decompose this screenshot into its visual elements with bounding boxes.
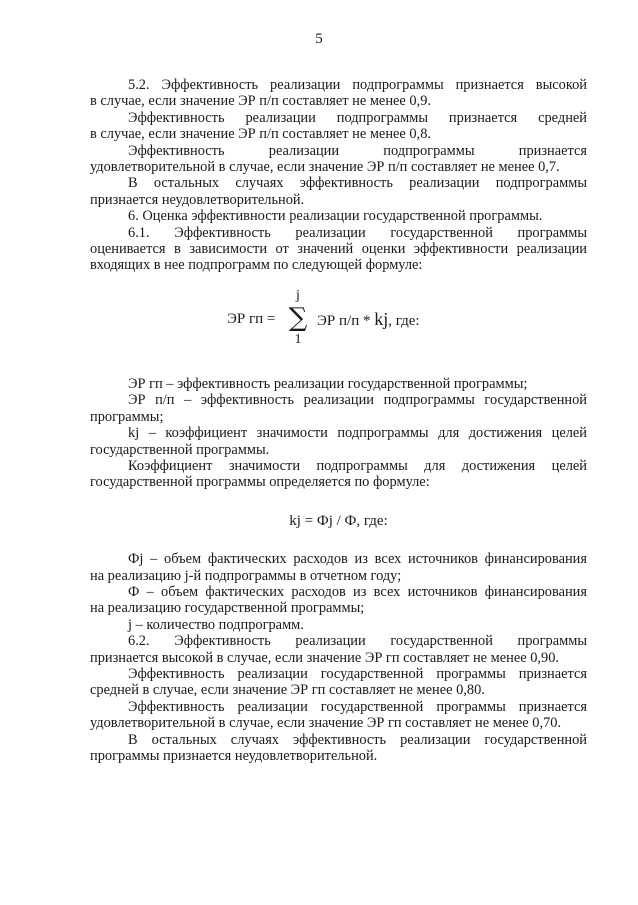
definition-fj [90, 551, 587, 584]
text-line: на реализацию государственной программы; [90, 600, 365, 617]
paragraph-gp-average [90, 666, 587, 699]
definition-f [90, 584, 587, 617]
definition-er-pp [90, 392, 587, 425]
paragraph-6-1 [90, 225, 587, 274]
section-6-heading: 6. Оценка эффективности реализации государственной программы. [128, 208, 543, 225]
text-line: государственной программы. [90, 441, 270, 458]
sum-upper-limit: j [296, 287, 300, 303]
definition-j: j – количество подпрограмм. [128, 616, 304, 633]
text-line: Коэффициент значимости подпрограммы для достижения целей [128, 457, 587, 474]
sigma-icon: ∑ [288, 302, 308, 333]
formula-kj: kj = Фj / Ф, где: [289, 512, 388, 529]
text-line: 6.1. Эффективность реализации государственной программы [128, 224, 587, 241]
page-number: 5 [315, 31, 323, 47]
text-line: kj – коэффициент значимости подпрограммы для достижения целей [128, 425, 587, 442]
text-line: на реализацию j-й подпрограммы в отчетном году; [90, 567, 402, 584]
text-line: Эффективность реализации подпрограммы признается средней [128, 109, 587, 126]
text-line: оценивается в зависимости от значений оценки эффективности реализации [90, 241, 587, 258]
text-line: 5.2. Эффективность реализации подпрограммы признается высокой [128, 77, 587, 93]
text-line: 6.2. Эффективность реализации государственной программы [128, 633, 587, 650]
text-line: Фj – объем фактических расходов из всех источников финансирования [128, 551, 587, 568]
text-line: Эффективность реализации государственной программы признается [128, 665, 587, 682]
text-line: государственной программы определяется по формуле: [90, 474, 430, 491]
paragraph-5-2 [90, 77, 587, 110]
paragraph-gp-other [90, 732, 587, 765]
formula-term: ЭР п/п * [317, 312, 371, 329]
document-body [90, 77, 587, 764]
text-line: средней в случае, если значение ЭР гп составляет не менее 0,80. [90, 682, 485, 699]
definition-kj [90, 425, 587, 458]
text-line: удовлетворительной в случае, если значение ЭР п/п составляет не менее 0,7. [90, 159, 560, 176]
text-line: входящих в нее подпрограмм по следующей формуле: [90, 257, 423, 274]
text-line: В остальных случаях эффективность реализации государственной [128, 731, 587, 748]
paragraph-6-2 [90, 633, 587, 666]
sum-lower-limit: 1 [294, 331, 302, 347]
text-line: программы признается неудовлетворительной. [90, 748, 378, 764]
text-line: программы; [90, 408, 164, 425]
definition-er-gp: ЭР гп – эффективность реализации государственной программы; [128, 375, 528, 392]
formula-coefficient: kj [374, 308, 389, 329]
paragraph-satisfactory [90, 143, 587, 176]
paragraph-high [90, 110, 587, 143]
formula-left-side: ЭР гп = [227, 310, 276, 327]
text-line: в случае, если значение ЭР п/п составляет не менее 0,8. [90, 126, 431, 143]
text-line: В остальных случаях эффективность реализации подпрограммы [128, 175, 587, 192]
formula-tail: , где: [388, 312, 420, 329]
text-line: Эффективность реализации государственной программы признается [128, 698, 587, 715]
paragraph-other-cases [90, 175, 587, 208]
text-line: признается неудовлетворительной. [90, 191, 305, 208]
text-line: признается высокой в случае, если значение ЭР гп составляет не менее 0,90. [90, 649, 560, 666]
text-line: ЭР п/п – эффективность реализации подпрограммы государственной [128, 392, 587, 409]
summation-operator [288, 288, 308, 348]
text-line: удовлетворительной в случае, если значение ЭР гп составляет не менее 0,70. [90, 715, 562, 732]
text-line: Ф – объем фактических расходов из всех источников финансирования [128, 583, 587, 600]
formula-right-side [317, 308, 420, 329]
paragraph-gp-satisfactory [90, 699, 587, 732]
paragraph-coefficient [90, 458, 587, 491]
text-line: в случае, если значение ЭР п/п составляет не менее 0,9. [90, 93, 431, 110]
formula-er-gp [90, 288, 587, 360]
text-line: Эффективность реализации подпрограммы признается [128, 142, 587, 159]
